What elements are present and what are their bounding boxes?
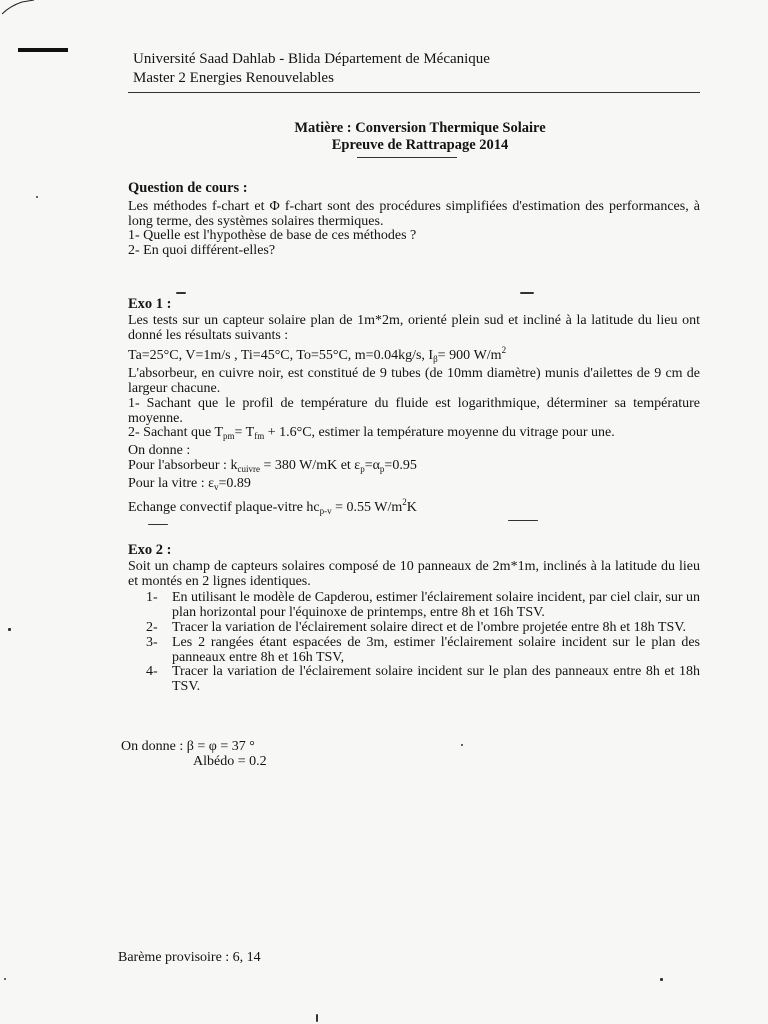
exo1-echange-data: Echange convectif plaque-vitre $hc_{p-v} = 0.55$ $W/m^2K$ [128, 496, 417, 516]
scan-speck [520, 292, 534, 294]
exo2 [128, 543, 700, 695]
exo1-vitre-data: Pour la vitre : $\varepsilon_v=0.89$ [128, 475, 251, 492]
program-line: Master 2 Energies Renouvelables [133, 70, 334, 86]
title-underline [357, 157, 457, 158]
exo1-data-line: Ta=25°C, V=1m/s , Ti=45°C, To=55°C, m=0.04kg/s, $I_\beta= 900$ $W/m^2$ [128, 345, 507, 365]
scan-speck [660, 978, 663, 981]
margin-dash [18, 48, 68, 52]
header-rule [128, 92, 700, 93]
scan-speck [176, 292, 186, 294]
bareme: Barème provisoire : 6, 14 [118, 950, 261, 965]
scan-speck [316, 1014, 318, 1022]
exo2-albedo: Albédo = 0.2 [193, 753, 267, 769]
scan-speck [508, 520, 538, 521]
exam-session-line: Epreuve de Rattrapage 2014 [331, 137, 509, 153]
exo1-intro: Les tests sur un capteur solaire plan de 1m*2m, orienté plein sud et incliné à la latitude du lieu ont donné les résultats suivants : [128, 312, 700, 343]
header [133, 50, 490, 88]
scan-speck [148, 524, 168, 525]
exo2-beta-phi: On donne : β = φ = 37 ° [121, 739, 255, 754]
corner-pen-mark [0, 0, 40, 20]
exo1-absorber: L'absorbeur, en cuivre noir, est constitué de 9 tubes (de 10mm diamètre) munis d'ailettes de 9 cm de largeur chacune. [128, 366, 700, 396]
question-cours-q2: 2- En quoi différent-elles? [128, 243, 276, 259]
exo2-item: 1- En utilisant le modèle de Capderou, estimer l'éclairement solaire incident, par ciel clair, sur un plan horizontal pour l'équinoxe de printemps, entre 8h et 16h TSV. [146, 590, 700, 621]
exam-title [240, 120, 600, 154]
exo2-intro: Soit un champ de capteurs solaires composé de 10 panneaux de 2m*1m, inclinés à la latitude du lieu et montés en 2 lignes identiques. [128, 558, 700, 589]
exo1-q1: 1- Sachant que le profil de température du fluide est logarithmique, déterminer sa température moyenne. [128, 395, 700, 426]
scan-speck [8, 628, 11, 631]
exo2-item: 4- Tracer la variation de l'éclairement solaire incident sur le plan des panneaux entre 8h et 18h TSV. [146, 664, 700, 695]
exo2-item: 2- Tracer la variation de l'éclairement solaire direct et de l'ombre projetée entre 8h et 18h TSV. [146, 619, 687, 635]
exo2-items [128, 591, 700, 695]
exo2-heading: Exo 2 : [128, 542, 172, 558]
exo1 [128, 297, 700, 518]
exo1-on-donne: On donne : [128, 443, 191, 459]
exo1-heading: Exo 1 : [128, 296, 172, 312]
subject-line: Matière : Conversion Thermique Solaire [294, 120, 546, 136]
scan-speck [36, 196, 38, 198]
question-cours-q1: 1- Quelle est l'hypothèse de base de ces méthodes ? [128, 228, 417, 244]
exo2-given [121, 740, 693, 770]
university-line: Université Saad Dahlab - Blida Département de Mécanique [133, 51, 490, 67]
exo1-absorbeur-data: Pour l'absorbeur : $k_{cuivre} = 380$ W/mK et $\varepsilon_p=\alpha_p=0.95$ [128, 457, 417, 474]
exo1-q2: 2- Sachant que $T_{pm}= T_{fm} + 1.6^\circ C$, estimer la température moyenne du vitrage pour une. [128, 425, 615, 442]
question-cours-intro: Les méthodes f-chart et Φ f-chart sont des procédures simplifiées d'estimation des performances, à long terme, des systèmes solaires thermiques. [128, 198, 700, 229]
scan-speck [461, 744, 463, 746]
exo2-item: 3- Les 2 rangées étant espacées de 3m, estimer l'éclairement solaire incident sur le plan des panneaux entre 8h et 16h TSV, [146, 634, 700, 665]
scan-speck [4, 978, 6, 980]
question-cours [128, 181, 700, 259]
question-cours-heading: Question de cours : [128, 180, 248, 196]
